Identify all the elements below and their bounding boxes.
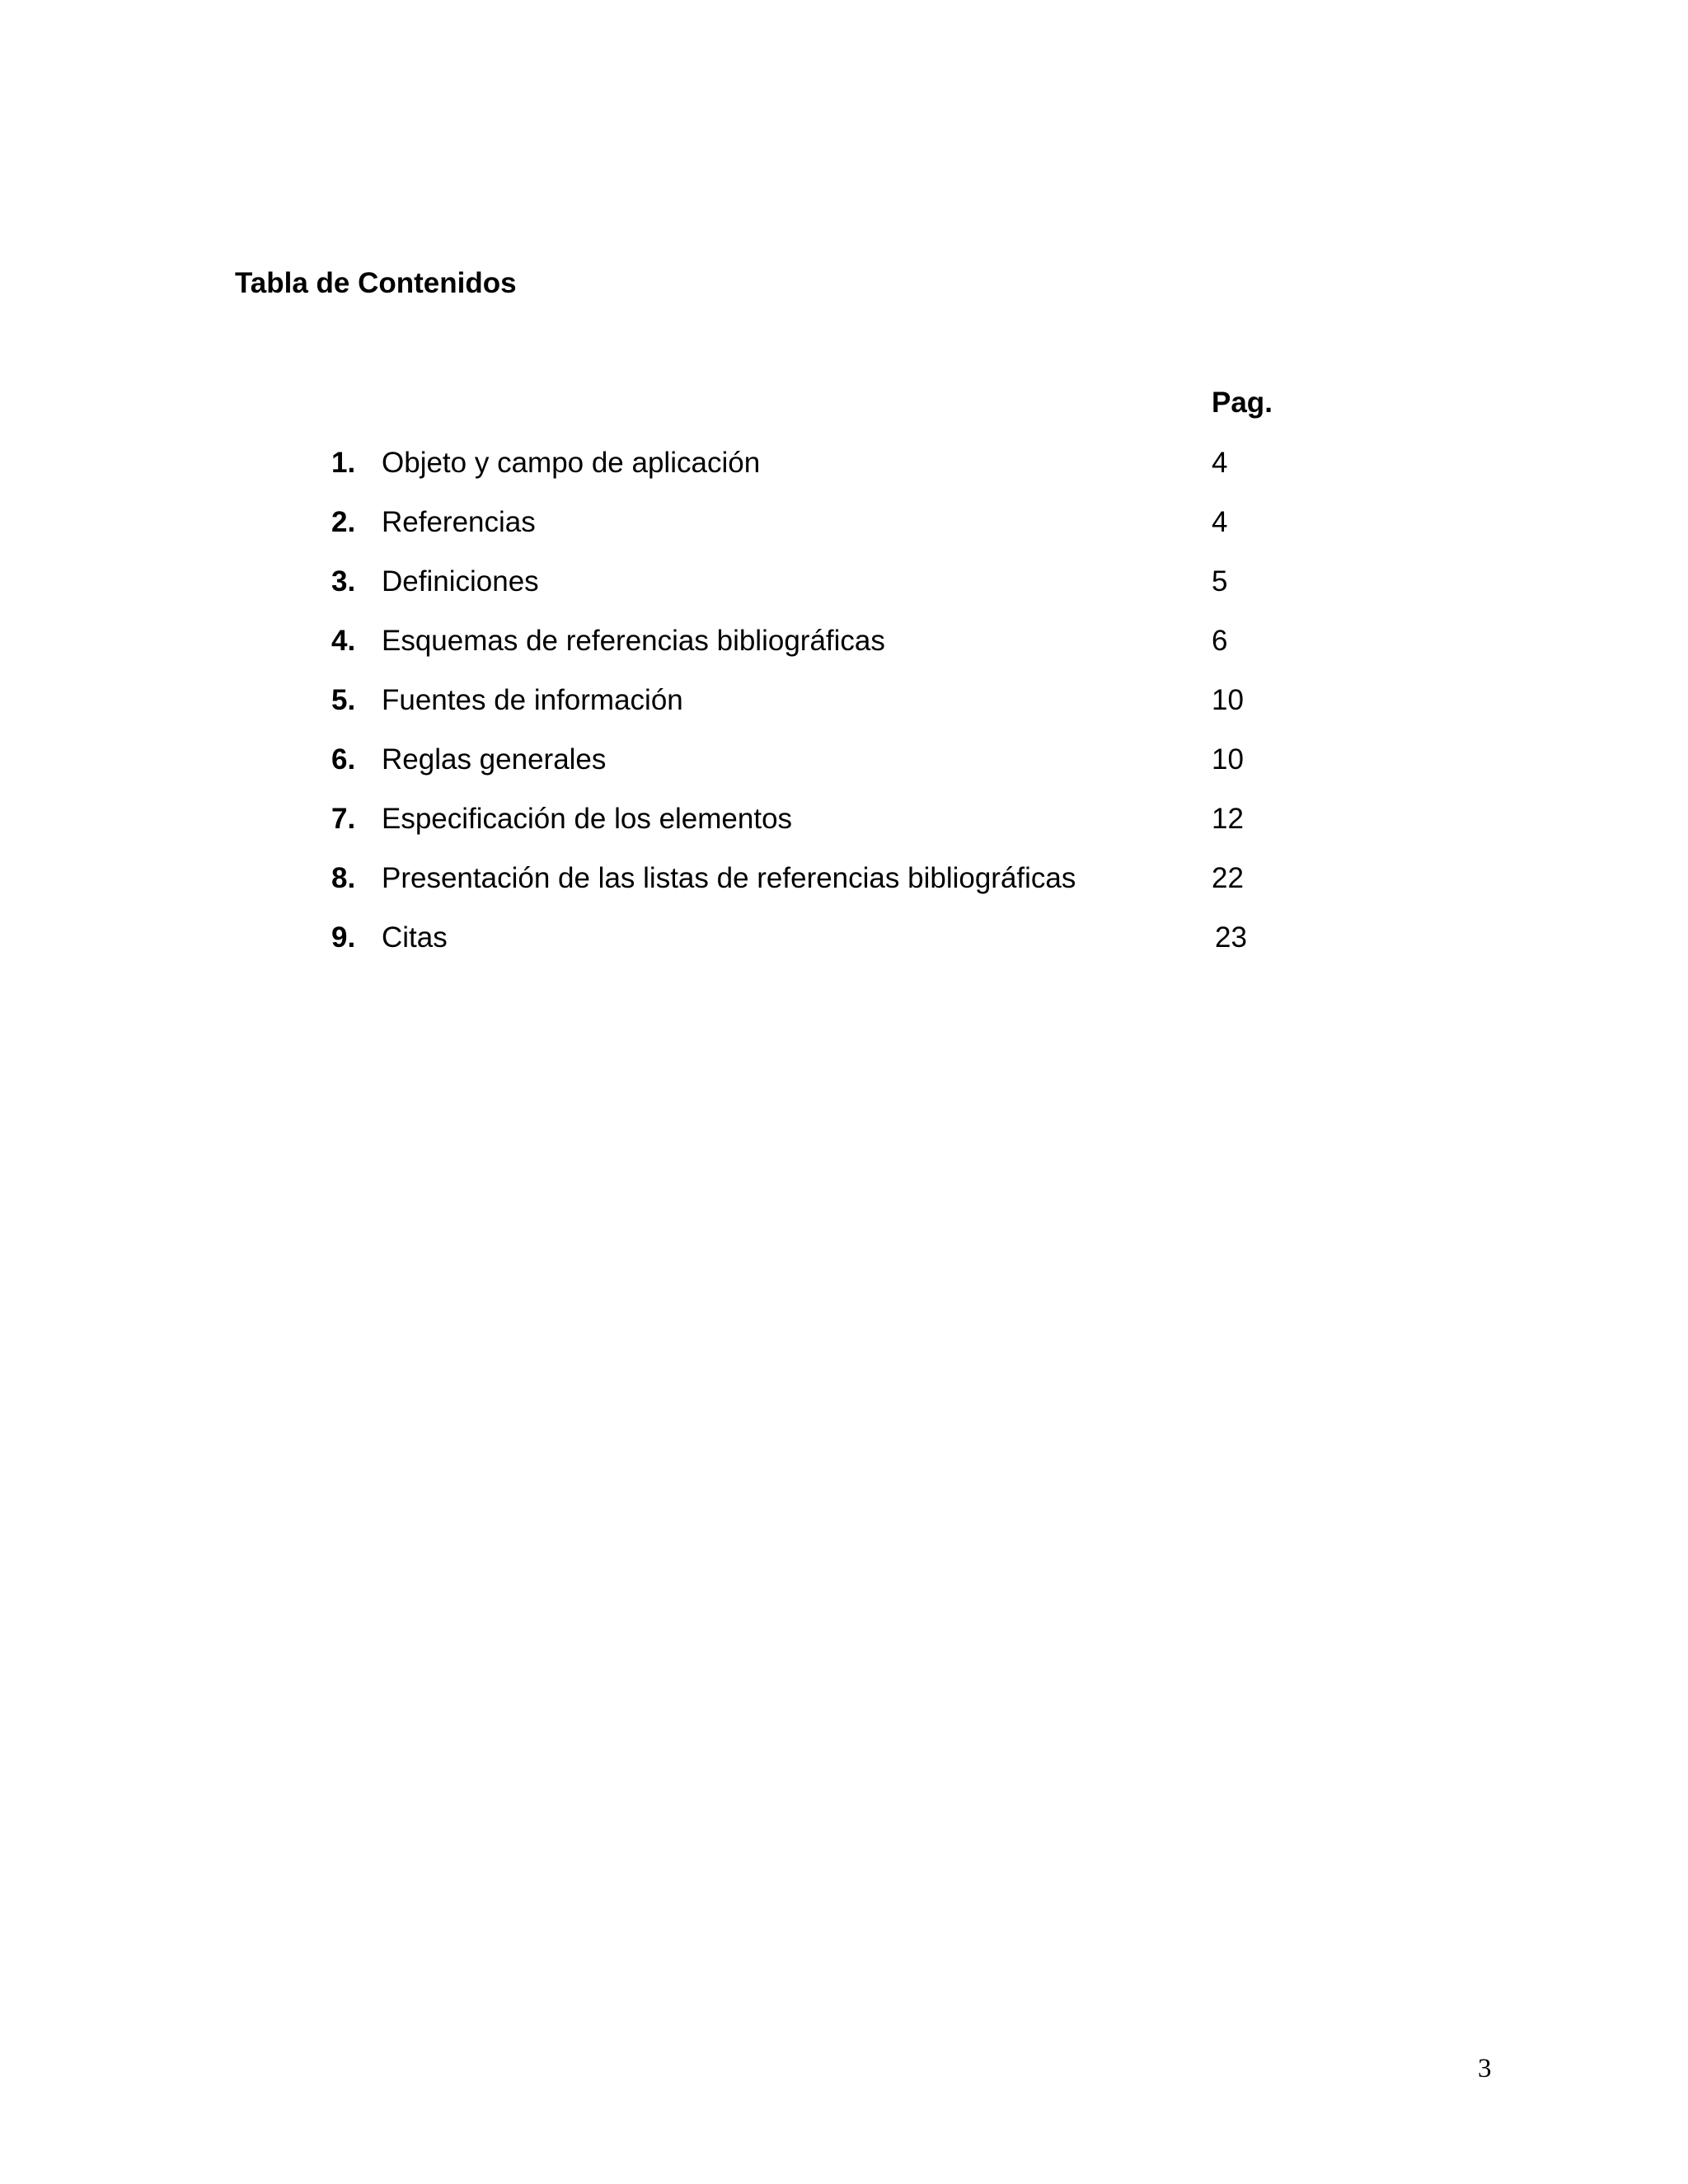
toc-entry-page: 22 [1212,862,1244,894]
toc-entry-page: 5 [1212,565,1228,598]
toc-entry [0,564,1688,623]
toc-entry-label: Reglas generales [382,743,607,776]
toc-title: Tabla de Contenidos [235,267,517,299]
toc-entry-label: Esquemas de referencias bibliográficas [382,625,885,657]
toc-entry-number: 9. [331,921,356,954]
toc-entry-page: 10 [1212,743,1244,776]
toc-entry-page: 6 [1212,625,1228,657]
toc-entry-label: Definiciones [382,565,539,598]
toc-entry [0,742,1688,801]
toc-entry [0,504,1688,564]
toc-entry-page: 4 [1212,447,1228,479]
toc-entry [0,860,1688,920]
toc-list [0,445,1688,979]
toc-entry-number: 3. [331,565,356,598]
toc-entry-label: Citas [382,921,448,954]
toc-entry-label: Especificación de los elementos [382,803,793,835]
toc-entry [0,801,1688,860]
toc-entry [0,920,1688,979]
toc-entry [0,623,1688,682]
toc-entry-label: Referencias [382,506,536,538]
toc-entry-number: 1. [331,447,356,479]
toc-entry [0,445,1688,504]
toc-entry-number: 8. [331,862,356,894]
toc-entry-page: 4 [1212,506,1228,538]
page-column-header: Pag. [1212,387,1273,419]
toc-entry [0,682,1688,742]
toc-entry-number: 4. [331,625,356,657]
toc-entry-number: 2. [331,506,356,538]
toc-entry-number: 5. [331,684,356,716]
page-number: 3 [1478,2054,1492,2083]
toc-entry-page: 10 [1212,684,1244,716]
toc-entry-page: 12 [1212,803,1244,835]
toc-entry-number: 7. [331,803,356,835]
toc-entry-label: Objeto y campo de aplicación [382,447,761,479]
toc-entry-label: Fuentes de información [382,684,683,716]
toc-entry-label: Presentación de las listas de referencias bibliográficas [382,862,1076,894]
toc-entry-page: 23 [1215,921,1247,954]
toc-entry-number: 6. [331,743,356,776]
